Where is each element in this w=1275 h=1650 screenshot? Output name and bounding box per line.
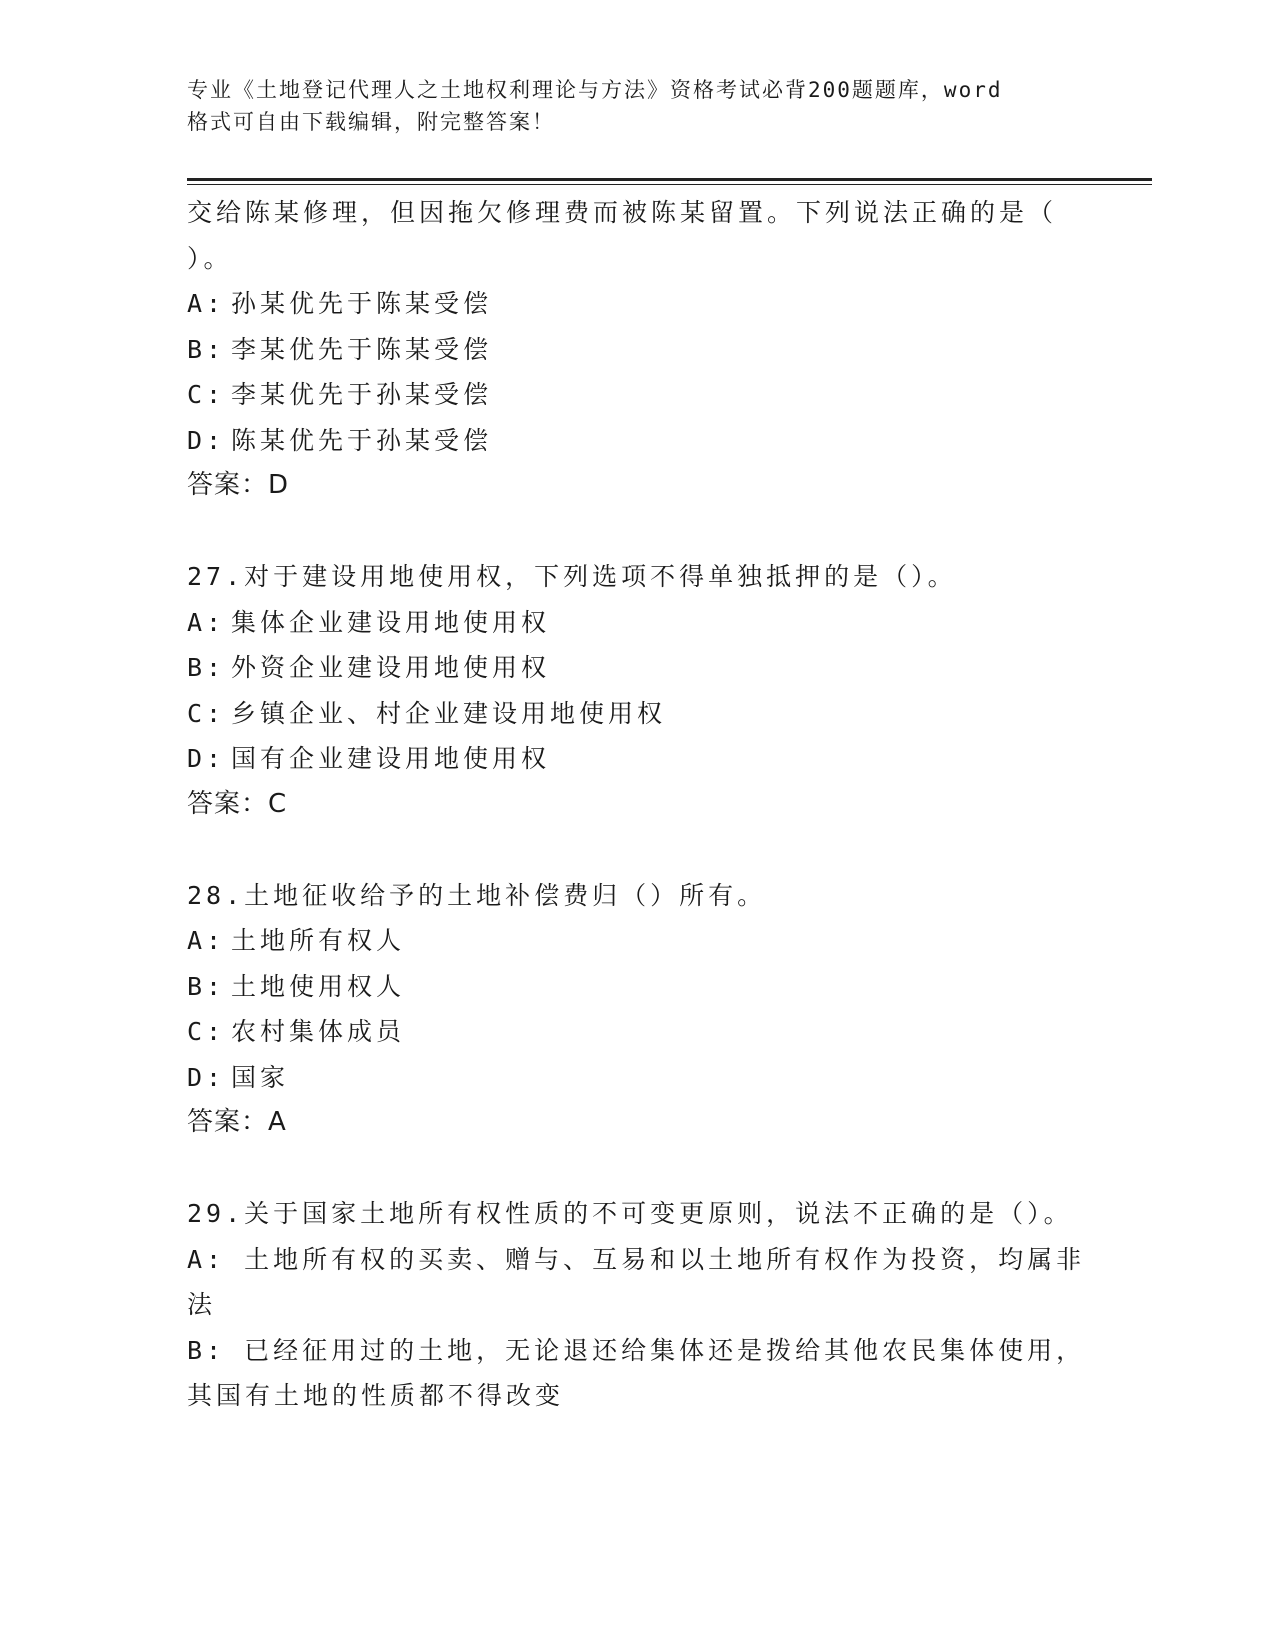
option-c — [187, 372, 1087, 418]
question-stem: 29.关于国家土地所有权性质的不可变更原则，说法不正确的是（）。 — [187, 1199, 1073, 1228]
option-b-line-1: B: 已经征用过的土地，无论退还给集体还是拨给其他农民集体使用， — [187, 1335, 1086, 1365]
option-letter: A: — [187, 289, 226, 318]
option-letter: C: — [187, 698, 226, 728]
option-letter: B: — [187, 653, 226, 682]
question-stem: 28.土地征收给予的土地补偿费归（）所有。 — [187, 880, 767, 910]
option-text: 土地所有权人 — [231, 926, 406, 955]
option-c — [187, 691, 1087, 737]
question-26-continued — [187, 190, 1087, 509]
spacer — [187, 1146, 1087, 1192]
option-c — [187, 1009, 1087, 1055]
option-a — [187, 600, 1087, 646]
question-stem-line: ）。 — [187, 243, 233, 273]
option-text: 外资企业建设用地使用权 — [231, 653, 551, 682]
option-letter: D: — [187, 744, 226, 773]
question-stem-line: 交给陈某修理，但因拖欠修理费而被陈某留置。下列说法正确的是（ — [187, 198, 1058, 227]
answer-line: 答案：D — [187, 470, 290, 500]
option-a-line-1: A: 土地所有权的买卖、赠与、互易和以土地所有权作为投资，均属非 — [187, 1244, 1086, 1274]
document-body — [187, 190, 1087, 1419]
spacer — [187, 827, 1087, 873]
question-stem: 27.对于建设用地使用权，下列选项不得单独抵押的是（）。 — [187, 562, 957, 591]
question-27 — [187, 554, 1087, 827]
option-text: 土地使用权人 — [231, 971, 406, 1001]
option-d — [187, 736, 1087, 782]
option-text: 国家 — [231, 1062, 290, 1092]
option-a-line-2: 法 — [187, 1290, 217, 1319]
option-letter: B: — [187, 334, 226, 364]
answer-line: 答案：C — [187, 788, 288, 819]
question-28 — [187, 873, 1087, 1146]
option-text: 孙某优先于陈某受偿 — [231, 289, 493, 318]
option-text: 李某优先于陈某受偿 — [231, 334, 493, 364]
option-text: 李某优先于孙某受偿 — [231, 380, 493, 409]
option-a — [187, 281, 1087, 327]
option-a — [187, 918, 1087, 964]
option-text: 农村集体成员 — [231, 1017, 406, 1046]
option-letter: A: — [187, 926, 226, 955]
header-divider-thin — [187, 184, 1152, 185]
option-letter: B: — [187, 971, 226, 1001]
option-b — [187, 964, 1087, 1010]
option-d — [187, 1055, 1087, 1101]
header-line-2: 格式可自由下载编辑，附完整答案！ — [187, 110, 555, 134]
option-b — [187, 327, 1087, 373]
option-letter: D: — [187, 1062, 226, 1092]
option-b-line-2: 其国有土地的性质都不得改变 — [187, 1381, 565, 1410]
option-text: 陈某优先于孙某受偿 — [231, 425, 493, 455]
option-d — [187, 418, 1087, 464]
document-header — [187, 74, 1087, 138]
option-letter: C: — [187, 1017, 226, 1046]
option-letter: A: — [187, 607, 226, 637]
answer-line: 答案：A — [187, 1107, 287, 1137]
option-text: 乡镇企业、村企业建设用地使用权 — [231, 698, 667, 728]
option-letter: D: — [187, 425, 226, 455]
option-b — [187, 645, 1087, 691]
header-divider-thick — [187, 178, 1152, 181]
option-text: 国有企业建设用地使用权 — [231, 744, 551, 773]
question-29 — [187, 1191, 1087, 1419]
spacer — [187, 509, 1087, 555]
option-letter: C: — [187, 380, 226, 409]
header-line-1: 专业《土地登记代理人之土地权利理论与方法》资格考试必背200题题库，word — [187, 78, 1003, 102]
option-text: 集体企业建设用地使用权 — [231, 607, 551, 637]
